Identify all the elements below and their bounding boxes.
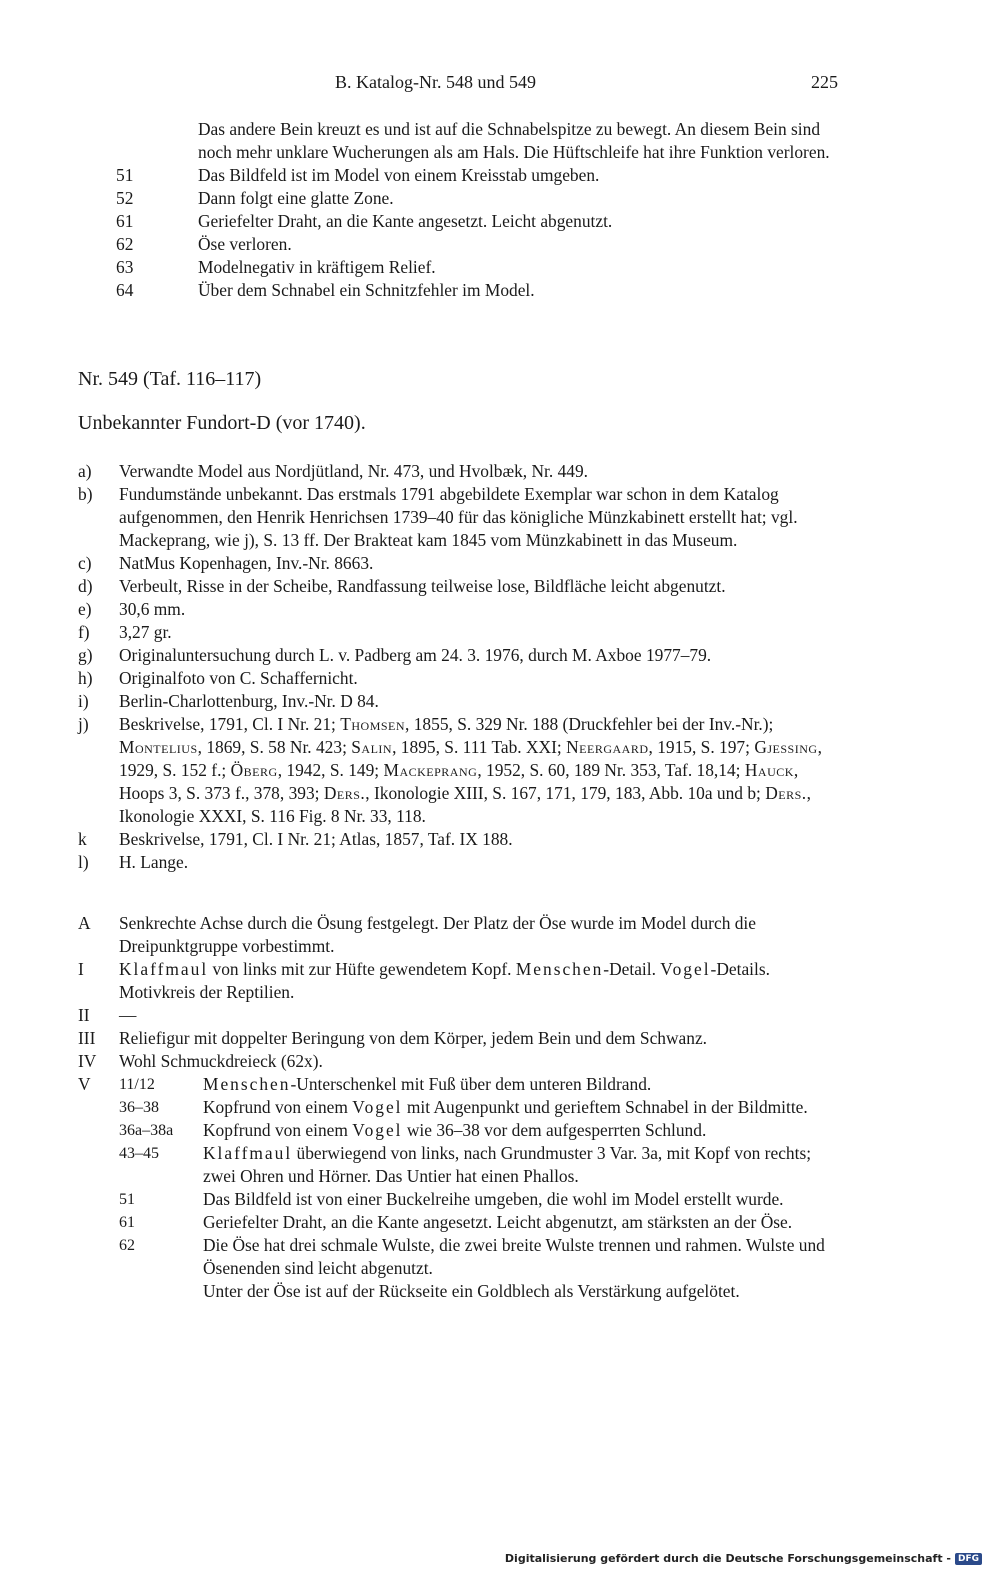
- detail-row: 61 Geriefelter Draht, an die Kante angesetzt. Leicht abgenutzt, am stärksten an der Öse.: [119, 1212, 793, 1232]
- detail-row: 62 Die Öse hat drei schmale Wulste, die zwei breite Wulste trennen und rahmen. Wulste und Ösenenden sind leicht abgenutzt.: [119, 1235, 825, 1278]
- detail-number: 36–38: [119, 1099, 159, 1116]
- detail-number: 62: [119, 1237, 135, 1254]
- continuation-row: [116, 233, 843, 256]
- entry-heading: Nr. 549 (Taf. 116–117): [78, 368, 262, 390]
- detail-number: 51: [119, 1191, 135, 1208]
- entry-fundort: Unbekannter Fundort-D (vor 1740).: [78, 412, 366, 434]
- meta-row-f: [78, 621, 843, 644]
- desc-label: III: [78, 1028, 96, 1048]
- desc-text: —: [119, 1005, 137, 1025]
- bibliography-text: Beskrivelse, 1791, Cl. I Nr. 21; Thomsen, 1855, S. 329 Nr. 188 (Druckfehler bei der Inv.-Nr.); Montelius, 1869, S. 58 Nr. 423; Salin, 1895, S. 111 Tab. XXI; Neergaard, 1915, S. 197; Gjessing, 1929, S. 152 f.; Öberg, 1942, S. 149; Mackeprang, 1952, S. 60, 189 Nr. 353, Taf. 18,14; Hauck, Hoops 3, S. 373 f., 378, 393; Ders., Ikonologie XIII, S. 167, 171, 179, 183, Abb. 10a und b; Ders., Ikonologie XXXI, S. 116 Fig. 8 Nr. 33, 118.: [119, 714, 822, 826]
- detail-row: 36a–38a Kopfrund von einem Vogel wie 36–38 vor dem aufgesperrten Schlund.: [119, 1120, 707, 1140]
- meta-row-g: [78, 644, 843, 667]
- desc-text: Wohl Schmuckdreieck (62x).: [119, 1051, 323, 1071]
- row-number: 51: [116, 165, 134, 185]
- detail-number: 61: [119, 1214, 135, 1231]
- continuation-intro: Das andere Bein kreuzt es und ist auf die Schnabelspitze zu bewegt. An diesem Bein sind noch mehr unklare Wucherungen als am Hals. Die Hüftschleife hat ihre Funktion verloren.: [198, 119, 830, 162]
- desc-row-II: [78, 1004, 843, 1027]
- row-number: 62: [116, 234, 134, 254]
- detail-final-note: Unter der Öse ist auf der Rückseite ein Goldblech als Verstärkung aufgelötet.: [203, 1281, 740, 1301]
- author-name: Gjessing: [754, 737, 818, 757]
- detail-row: 36–38 Kopfrund von einem Vogel mit Augenpunkt und gerieftem Schnabel in der Bildmitte.: [119, 1097, 808, 1117]
- meta-row-d: [78, 575, 843, 598]
- catalog-metadata: [78, 460, 843, 874]
- meta-label: k: [78, 829, 87, 849]
- detail-number: 43–45: [119, 1145, 159, 1162]
- meta-row-a: [78, 460, 843, 483]
- meta-label: e): [78, 599, 92, 619]
- author-name: Ders.: [323, 783, 366, 803]
- row-text: Über dem Schnabel ein Schnitzfehler im Model.: [198, 280, 535, 300]
- row-text: Öse verloren.: [198, 234, 292, 254]
- meta-text: NatMus Kopenhagen, Inv.-Nr. 8663.: [119, 553, 374, 573]
- meta-label: g): [78, 645, 93, 665]
- desc-label: I: [78, 959, 84, 979]
- row-number: 64: [116, 280, 134, 300]
- description-block: [78, 912, 843, 1303]
- detail-number: 36a–38a: [119, 1122, 174, 1139]
- meta-row-b: [78, 483, 843, 552]
- meta-row-e: [78, 598, 843, 621]
- author-name: Öberg: [230, 760, 278, 780]
- meta-row-i: [78, 690, 843, 713]
- desc-text: Senkrechte Achse durch die Ösung festgelegt. Der Platz der Öse wurde im Model durch die Dreipunktgruppe vorbestimmt.: [119, 913, 756, 956]
- meta-row-h: [78, 667, 843, 690]
- running-head-title: B. Katalog-Nr. 548 und 549: [335, 72, 536, 92]
- meta-label: l): [78, 852, 89, 872]
- continuation-row: [116, 256, 843, 279]
- desc-label: IV: [78, 1051, 97, 1071]
- meta-row-k: [78, 828, 843, 851]
- meta-label: f): [78, 622, 90, 642]
- meta-row-l: [78, 851, 843, 874]
- author-name: Salin: [351, 737, 393, 757]
- desc-row-V: [78, 1073, 843, 1303]
- detail-row: 51 Das Bildfeld ist von einer Buckelreihe umgeben, die wohl im Model erstellt wurde.: [119, 1189, 784, 1209]
- meta-text: Beskrivelse, 1791, Cl. I Nr. 21; Atlas, 1857, Taf. IX 188.: [119, 829, 513, 849]
- detail-row: 11/12 Menschen-Unterschenkel mit Fuß über dem unteren Bildrand.: [119, 1074, 652, 1094]
- author-name: Neergaard: [566, 737, 649, 757]
- detail-number: 11/12: [119, 1076, 155, 1093]
- meta-text: 30,6 mm.: [119, 599, 186, 619]
- meta-row-c: [78, 552, 843, 575]
- continuation-row: [116, 210, 843, 233]
- detail-row: 43–45 Klaffmaul überwiegend von links, nach Grundmuster 3 Var. 3a, mit Kopf von rechts; zwei Ohren und Hörner. Das Untier hat einen Phallos.: [119, 1143, 812, 1186]
- author-name: Thomsen: [340, 714, 406, 734]
- row-text: Dann folgt eine glatte Zone.: [198, 188, 394, 208]
- author-name: Montelius: [119, 737, 198, 757]
- meta-text: Verwandte Model aus Nordjütland, Nr. 473, und Hvolbæk, Nr. 449.: [119, 461, 589, 481]
- dfg-logo: DFG: [955, 1553, 982, 1565]
- row-text: Das Bildfeld ist im Model von einem Kreisstab umgeben.: [198, 165, 600, 185]
- meta-label: b): [78, 484, 93, 504]
- meta-label: a): [78, 461, 92, 481]
- desc-text: Klaffmaul von links mit zur Hüfte gewendetem Kopf. Menschen-Detail. Vogel-Details. Motivkreis der Reptilien.: [119, 959, 770, 1002]
- continuation-row: [116, 187, 843, 210]
- meta-label: j): [78, 714, 89, 734]
- row-number: 52: [116, 188, 134, 208]
- desc-label: A: [78, 913, 91, 933]
- desc-row-IV: [78, 1050, 843, 1073]
- author-name: Hauck: [744, 760, 794, 780]
- meta-text: Originalfoto von C. Schaffernicht.: [119, 668, 358, 688]
- meta-text: Fundumstände unbekannt. Das erstmals 1791 abgebildete Exemplar war schon in dem Katalog aufgenommen, den Henrik Henrichsen 1739–40 für das königliche Münzkabinett erstellt hat; vgl. Mackeprang, wie j), S. 13 ff. Der Brakteat kam 1845 vom Münzkabinett in das Museum.: [119, 484, 798, 550]
- desc-row-III: [78, 1027, 843, 1050]
- row-text: Modelnegativ in kräftigem Relief.: [198, 257, 436, 277]
- meta-text: 3,27 gr.: [119, 622, 172, 642]
- row-text: Geriefelter Draht, an die Kante angesetzt. Leicht abgenutzt.: [198, 211, 613, 231]
- digitization-footer: [505, 1552, 982, 1565]
- meta-row-j: [78, 713, 843, 828]
- continuation-row: [116, 279, 843, 302]
- meta-label: h): [78, 668, 93, 688]
- author-name: Mackeprang: [383, 760, 478, 780]
- row-number: 63: [116, 257, 134, 277]
- meta-text: Originaluntersuchung durch L. v. Padberg am 24. 3. 1976, durch M. Axboe 1977–79.: [119, 645, 712, 665]
- continuation-row: [116, 164, 843, 187]
- meta-text: Verbeult, Risse in der Scheibe, Randfassung teilweise lose, Bildfläche leicht abgenutzt.: [119, 576, 726, 596]
- page-number: 225: [811, 72, 838, 92]
- meta-text: H. Lange.: [119, 852, 189, 872]
- desc-label: V: [78, 1074, 91, 1094]
- meta-label: d): [78, 576, 93, 596]
- continuation-block: [116, 118, 843, 302]
- desc-label: II: [78, 1005, 90, 1025]
- running-head: [78, 72, 838, 102]
- row-number: 61: [116, 211, 134, 231]
- desc-text: Reliefigur mit doppelter Beringung von dem Körper, jedem Bein und dem Schwanz.: [119, 1028, 708, 1048]
- meta-label: i): [78, 691, 89, 711]
- meta-label: c): [78, 553, 92, 573]
- author-name: Ders.: [765, 783, 807, 803]
- desc-row-A: [78, 912, 843, 958]
- desc-row-I: [78, 958, 843, 1004]
- footer-text: Digitalisierung gefördert durch die Deutsche Forschungsgemeinschaft -: [504, 1552, 951, 1565]
- meta-text: Berlin-Charlottenburg, Inv.-Nr. D 84.: [119, 691, 379, 711]
